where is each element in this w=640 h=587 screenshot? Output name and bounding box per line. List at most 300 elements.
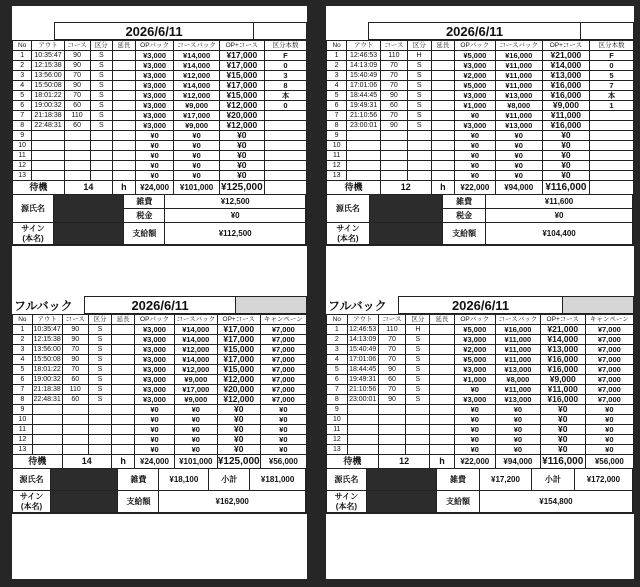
- total-blank: [264, 181, 306, 195]
- table-cell: [380, 131, 407, 141]
- table-cell: ¥7,000: [260, 395, 306, 405]
- sheet-date: 2026/6/11: [54, 22, 254, 40]
- table-cell: ¥17,000: [217, 325, 260, 335]
- table-cell: [431, 141, 455, 151]
- table-cell: ¥12,000: [219, 121, 264, 131]
- table-cell: ¥3,000: [135, 81, 174, 91]
- table-cell: [431, 51, 455, 61]
- column-header: No: [327, 41, 347, 51]
- table-cell: ¥0: [219, 141, 264, 151]
- table-cell: [62, 405, 88, 415]
- source-name-field: [370, 195, 443, 223]
- table-cell: ¥0: [217, 415, 260, 425]
- table-cell: ¥14,000: [174, 335, 217, 345]
- header-fill: [563, 296, 634, 314]
- table-cell: ¥3,000: [455, 91, 495, 101]
- table-cell: ¥0: [174, 415, 217, 425]
- table-cell: ¥0: [174, 171, 219, 181]
- table-cell: 15:50:08: [32, 81, 64, 91]
- column-header: コースバック: [495, 41, 542, 51]
- table-cell: [431, 151, 455, 161]
- table-cell: [430, 445, 454, 455]
- table-row: [13, 385, 307, 395]
- table-cell: ¥13,000: [495, 91, 542, 101]
- table-cell: [264, 151, 306, 161]
- table-cell: 21:18:38: [32, 111, 64, 121]
- table-cell: 11: [327, 425, 348, 435]
- table-row: [13, 51, 307, 61]
- table-cell: [407, 151, 431, 161]
- table-cell: ¥0: [454, 425, 495, 435]
- pay-label: 支給額: [118, 491, 159, 513]
- table-cell: ¥0: [135, 151, 174, 161]
- table-cell: ¥17,000: [219, 61, 264, 71]
- column-header: OPバック: [454, 315, 495, 325]
- table-cell: ¥7,000: [585, 325, 633, 335]
- table-cell: ¥0: [542, 141, 589, 151]
- table-cell: [113, 51, 136, 61]
- table-cell: 90: [380, 91, 407, 101]
- wait-label: 待機: [13, 455, 63, 469]
- table-cell: [32, 171, 64, 181]
- table-cell: ¥11,000: [495, 61, 542, 71]
- table-cell: [347, 425, 378, 435]
- table-row: [13, 101, 307, 111]
- table-row: [13, 91, 307, 101]
- table-cell: ¥9,000: [542, 101, 589, 111]
- table-row: [327, 365, 634, 375]
- table-cell: 12:46:53: [347, 51, 381, 61]
- wait-label: 待機: [327, 455, 379, 469]
- table-cell: ¥12,000: [174, 91, 219, 101]
- table-cell: [430, 405, 454, 415]
- table-cell: ¥12,000: [174, 365, 217, 375]
- table-cell: S: [88, 335, 111, 345]
- table-cell: [64, 131, 90, 141]
- table-cell: ¥0: [495, 171, 542, 181]
- table-cell: [112, 445, 135, 455]
- table-cell: ¥12,000: [174, 71, 219, 81]
- table-cell: ¥7,000: [585, 375, 633, 385]
- table-cell: 13: [327, 445, 348, 455]
- table-cell: [113, 71, 136, 81]
- table-cell: S: [88, 345, 111, 355]
- table-cell: 0: [264, 61, 306, 71]
- table-cell: [430, 435, 454, 445]
- table-cell: ¥0: [219, 161, 264, 171]
- column-header: コースバック: [174, 41, 219, 51]
- table-cell: [113, 61, 136, 71]
- table-cell: ¥3,000: [454, 335, 495, 345]
- table-cell: ¥3,000: [455, 61, 495, 71]
- signature-field: [51, 491, 118, 513]
- table-cell: 110: [62, 385, 88, 395]
- column-header: 区分: [406, 315, 430, 325]
- table-cell: ¥17,000: [174, 385, 217, 395]
- table-row: [327, 435, 634, 445]
- table-cell: [64, 141, 90, 151]
- table-cell: ¥14,000: [174, 81, 219, 91]
- table-cell: ¥0: [542, 171, 589, 181]
- sheet-header: [326, 296, 634, 314]
- sheet-tag: [326, 22, 368, 40]
- table-cell: 18:44:45: [349, 366, 377, 373]
- table-cell: [32, 435, 62, 445]
- sheet-header: [326, 22, 634, 40]
- table-cell: 90: [62, 355, 88, 365]
- table-cell: 13:56:00: [33, 346, 61, 353]
- table-cell: [88, 405, 111, 415]
- table-cell: ¥0: [454, 415, 495, 425]
- table-cell: ¥3,000: [135, 395, 175, 405]
- table-cell: 90: [380, 121, 407, 131]
- table-cell: ¥7,000: [585, 395, 633, 405]
- table-cell: ¥0: [455, 151, 495, 161]
- table-cell: S: [90, 51, 113, 61]
- table-cell: 110: [378, 325, 406, 335]
- table-cell: ¥0: [260, 405, 306, 415]
- wait-unit: h: [113, 181, 136, 195]
- table-cell: [113, 141, 136, 151]
- table-cell: 90: [378, 395, 406, 405]
- table-cell: [430, 425, 454, 435]
- table-cell: 70: [378, 355, 406, 365]
- table-cell: ¥0: [260, 435, 306, 445]
- table-cell: 2: [13, 335, 33, 345]
- table-cell: ¥0: [540, 415, 585, 425]
- table-cell: 90: [64, 51, 90, 61]
- table-cell: F: [590, 51, 634, 61]
- table-cell: [347, 445, 378, 455]
- table-cell: [62, 435, 88, 445]
- table-cell: ¥0: [455, 141, 495, 151]
- table-cell: [378, 445, 406, 455]
- table-row: [327, 375, 634, 385]
- table-cell: [431, 131, 455, 141]
- table-cell: ¥0: [540, 425, 585, 435]
- table-cell: 2: [327, 335, 348, 345]
- table-cell: 12: [13, 435, 33, 445]
- table-cell: 13: [13, 171, 32, 181]
- table-cell: 90: [64, 61, 90, 71]
- table-cell: [32, 131, 64, 141]
- table-cell: [430, 385, 454, 395]
- column-header: コース: [380, 41, 407, 51]
- table-cell: 6: [13, 375, 33, 385]
- column-header: アウト: [347, 41, 381, 51]
- table-cell: 8: [327, 395, 348, 405]
- table-cell: [264, 141, 306, 151]
- table-cell: 8: [13, 395, 33, 405]
- table-cell: ¥0: [455, 131, 495, 141]
- column-header: アウト: [32, 41, 64, 51]
- table-row: [13, 151, 307, 161]
- table-cell: [407, 131, 431, 141]
- table-cell: ¥0: [219, 171, 264, 181]
- column-header: No: [13, 41, 32, 51]
- table-cell: ¥3,000: [135, 355, 175, 365]
- table-cell: 70: [380, 61, 407, 71]
- column-header: コース: [64, 41, 90, 51]
- table-cell: [90, 131, 113, 141]
- table-cell: [32, 445, 62, 455]
- table-cell: [88, 415, 111, 425]
- table-cell: ¥11,000: [495, 335, 540, 345]
- table-cell: [62, 415, 88, 425]
- table-cell: ¥12,000: [174, 345, 217, 355]
- table-cell: ¥15,000: [219, 71, 264, 81]
- source-name-field: [367, 469, 437, 491]
- table-cell: [90, 141, 113, 151]
- table-cell: 6: [327, 375, 348, 385]
- table-cell: 70: [62, 365, 88, 375]
- table-cell: 9: [13, 131, 32, 141]
- table-cell: 1: [327, 51, 347, 61]
- column-header: 延長: [113, 41, 136, 51]
- table-cell: [430, 395, 454, 405]
- table-cell: [430, 375, 454, 385]
- payslip-sheet-fullback: [326, 296, 634, 579]
- table-cell: ¥0: [455, 161, 495, 171]
- table-cell: [32, 151, 64, 161]
- table-cell: [347, 131, 381, 141]
- table-cell: [590, 171, 634, 181]
- table-cell: 1: [590, 101, 634, 111]
- table-cell: ¥7,000: [585, 345, 633, 355]
- pay-label: 支給額: [124, 223, 165, 245]
- sales-table: [12, 40, 307, 195]
- total-blank: [590, 181, 634, 195]
- payslip-footer: [12, 195, 307, 246]
- column-header: OP+コース: [217, 315, 260, 325]
- table-cell: 5: [327, 365, 348, 375]
- table-cell: [590, 161, 634, 171]
- table-cell: 9: [13, 405, 33, 415]
- column-header: キャンペーン: [585, 315, 633, 325]
- table-row: [13, 161, 307, 171]
- table-cell: [380, 151, 407, 161]
- signature-field: [367, 491, 437, 513]
- table-cell: ¥0: [174, 425, 217, 435]
- table-cell: 3: [13, 71, 32, 81]
- sheet-date: 2026/6/11: [398, 296, 563, 314]
- table-cell: 90: [62, 325, 88, 335]
- table-cell: S: [90, 91, 113, 101]
- right-card: [326, 6, 634, 579]
- source-name-field: [51, 469, 118, 491]
- table-row: [327, 111, 634, 121]
- table-cell: [113, 161, 136, 171]
- expense-label: 雑費: [443, 195, 486, 209]
- table-cell: [406, 405, 430, 415]
- table-cell: 0: [264, 101, 306, 111]
- expense-value: ¥17,200: [480, 469, 532, 491]
- table-cell: ¥0: [260, 425, 306, 435]
- table-cell: [32, 405, 62, 415]
- expense-label: 雑費: [124, 195, 165, 209]
- table-cell: ¥16,000: [542, 91, 589, 101]
- table-cell: ¥9,000: [174, 375, 217, 385]
- table-cell: [90, 171, 113, 181]
- table-cell: [430, 345, 454, 355]
- table-cell: [378, 405, 406, 415]
- table-row: [327, 171, 634, 181]
- table-cell: 70: [378, 385, 406, 395]
- column-header: コース: [378, 315, 406, 325]
- table-cell: 90: [378, 365, 406, 375]
- table-cell: ¥7,000: [585, 365, 633, 375]
- table-cell: [64, 161, 90, 171]
- table-cell: [264, 131, 306, 141]
- table-cell: 8: [13, 121, 32, 131]
- table-cell: 3: [13, 345, 33, 355]
- table-cell: ¥3,000: [135, 375, 175, 385]
- column-header: No: [13, 315, 33, 325]
- table-cell: ¥20,000: [217, 385, 260, 395]
- table-cell: ¥9,000: [174, 395, 217, 405]
- table-cell: S: [406, 335, 430, 345]
- table-cell: ¥14,000: [174, 51, 219, 61]
- table-cell: 17:01:06: [349, 356, 377, 363]
- signature-label: サイン (本名): [327, 491, 367, 513]
- table-cell: 3: [264, 71, 306, 81]
- table-cell: ¥7,000: [260, 335, 306, 345]
- table-cell: ¥3,000: [135, 335, 175, 345]
- pay-label: 支給額: [437, 491, 480, 513]
- table-cell: 22:48:31: [33, 396, 61, 403]
- table-row: [13, 445, 307, 455]
- table-cell: ¥1,000: [455, 101, 495, 111]
- table-cell: 9: [327, 131, 347, 141]
- table-cell: ¥13,000: [495, 121, 542, 131]
- total-op: ¥24,000: [135, 455, 175, 469]
- sheet-date: 2026/6/11: [368, 22, 581, 40]
- pay-value: ¥162,900: [159, 491, 305, 513]
- table-cell: [264, 161, 306, 171]
- table-row: [327, 71, 634, 81]
- table-cell: ¥5,000: [455, 81, 495, 91]
- table-cell: ¥2,000: [455, 71, 495, 81]
- table-cell: ¥11,000: [495, 111, 542, 121]
- header-fill: [581, 22, 634, 40]
- table-row: [327, 445, 634, 455]
- table-cell: [88, 425, 111, 435]
- table-cell: S: [90, 111, 113, 121]
- table-cell: 60: [64, 121, 90, 131]
- table-cell: ¥17,000: [219, 81, 264, 91]
- table-cell: ¥0: [542, 151, 589, 161]
- expense-value: ¥11,600: [486, 195, 633, 209]
- tax-label: 税金: [124, 209, 165, 223]
- wait-value: 14: [62, 455, 112, 469]
- signature-label: サイン (本名): [327, 223, 370, 245]
- table-cell: [590, 151, 634, 161]
- table-cell: ¥0: [454, 385, 495, 395]
- table-row: [327, 121, 634, 131]
- table-cell: ¥14,000: [174, 325, 217, 335]
- table-row: [327, 81, 634, 91]
- pay-value: ¥112,500: [165, 223, 306, 245]
- table-cell: ¥3,000: [135, 91, 174, 101]
- table-cell: ¥7,000: [260, 325, 306, 335]
- table-cell: ¥0: [135, 161, 174, 171]
- table-cell: ¥0: [585, 445, 633, 455]
- wait-value: 14: [64, 181, 112, 195]
- table-cell: [90, 151, 113, 161]
- table-cell: 12: [13, 161, 32, 171]
- table-cell: 70: [378, 345, 406, 355]
- payslip-footer: [326, 469, 634, 514]
- table-cell: 19:49:31: [349, 376, 377, 383]
- column-header: コースバック: [174, 315, 217, 325]
- table-cell: 4: [327, 81, 347, 91]
- sales-table: [326, 314, 634, 469]
- table-cell: [64, 151, 90, 161]
- table-cell: 4: [13, 355, 33, 365]
- table-cell: [62, 445, 88, 455]
- table-cell: ¥0: [454, 435, 495, 445]
- table-cell: 9: [327, 405, 348, 415]
- table-row: [327, 141, 634, 151]
- table-cell: [590, 131, 634, 141]
- table-row: [13, 121, 307, 131]
- table-cell: ¥7,000: [585, 355, 633, 365]
- table-row: [13, 71, 307, 81]
- subtotal-value: ¥181,000: [250, 469, 306, 491]
- wait-label: 待機: [327, 181, 381, 195]
- table-cell: 70: [380, 81, 407, 91]
- tax-value: ¥0: [165, 209, 306, 223]
- table-cell: ¥5,000: [454, 325, 495, 335]
- table-cell: 5: [13, 91, 32, 101]
- table-cell: ¥11,000: [540, 385, 585, 395]
- column-header: 区分: [88, 315, 111, 325]
- table-cell: ¥13,000: [495, 395, 540, 405]
- column-header: OPバック: [455, 41, 495, 51]
- wait-value: 12: [380, 181, 431, 195]
- table-row: [327, 355, 634, 365]
- table-cell: ¥0: [455, 111, 495, 121]
- table-row: [327, 61, 634, 71]
- table-cell: 4: [327, 355, 348, 365]
- table-cell: ¥0: [542, 161, 589, 171]
- table-cell: ¥17,000: [174, 111, 219, 121]
- table-cell: ¥11,000: [495, 345, 540, 355]
- table-cell: [32, 161, 64, 171]
- table-row: [13, 171, 307, 181]
- table-cell: S: [88, 395, 111, 405]
- table-cell: 8: [327, 121, 347, 131]
- table-cell: [430, 325, 454, 335]
- table-cell: ¥0: [495, 151, 542, 161]
- table-cell: ¥2,000: [454, 345, 495, 355]
- table-cell: [62, 425, 88, 435]
- table-cell: ¥0: [495, 405, 540, 415]
- table-cell: 4: [13, 81, 32, 91]
- column-header: OP+コース: [219, 41, 264, 51]
- table-cell: ¥0: [217, 435, 260, 445]
- table-cell: [90, 161, 113, 171]
- total-op: ¥22,000: [455, 181, 495, 195]
- table-cell: [64, 171, 90, 181]
- table-cell: ¥11,000: [495, 81, 542, 91]
- table-cell: ¥14,000: [174, 61, 219, 71]
- total-course: ¥94,000: [495, 455, 540, 469]
- table-cell: [347, 405, 378, 415]
- table-cell: 3: [327, 345, 348, 355]
- table-row: [13, 395, 307, 405]
- table-cell: S: [406, 375, 430, 385]
